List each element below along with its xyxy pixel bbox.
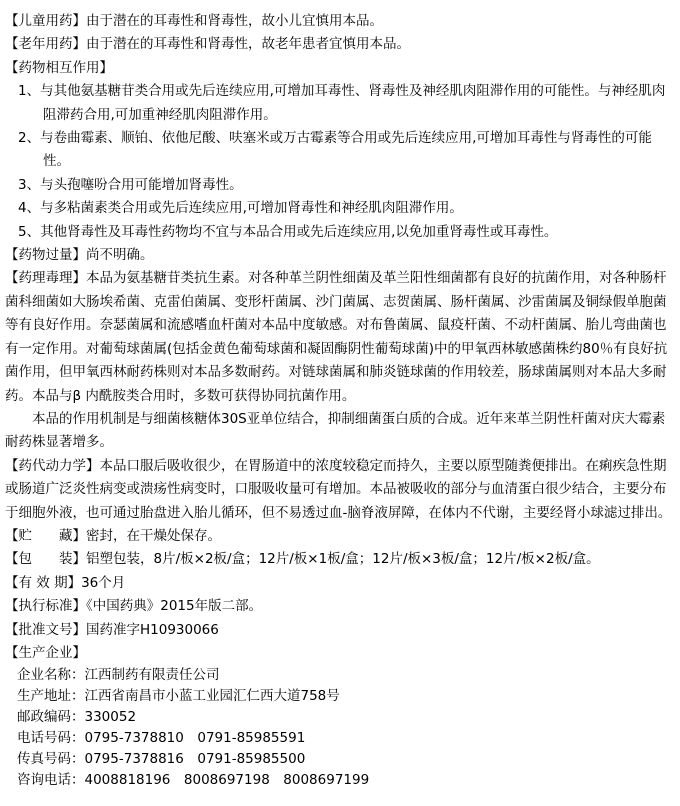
- section-overdose: 【药物过量】尚不明确。: [5, 247, 154, 264]
- section-pharmacokinetics: 【药代动力学】本品口服后吸收很少，在胃肠道中的浓度较稳定而持久，主要以原型随粪便排出。在痢疾急性期或肠道广泛炎性病变或溃疡性病变时，口服吸收量可有增加。本品被吸收的部分与血清蛋白很少结合，主要分布于细胞外液，也可通过胎盘进入胎儿循环，但不易透过血-脑脊液屏障，在体内不代谢，主要经肾小球滤过排出。: [5, 457, 672, 521]
- manufacturer-fax: 传真号码：0795-7378816 0791-85985500: [17, 751, 306, 768]
- section-standard: 【执行标准】《中国药典》2015年版二部。: [5, 598, 263, 615]
- manufacturer-phone: 电话号码：0795-7378810 0791-85985591: [17, 730, 306, 747]
- section-approval-number: 【批准文号】国药准字H10930066: [5, 621, 219, 638]
- manufacturer-hotline: 咨询电话：4008818196 8008697198 8008697199: [17, 772, 370, 789]
- manufacturer-company-name: 企业名称：江西制药有限责任公司: [17, 667, 220, 684]
- manufacturer-address: 生产地址：江西省南昌市小蓝工业园汇仁西大道758号: [17, 688, 340, 705]
- interaction-item-1: 1、与其他氨基糖苷类合用或先后连续应用,可增加耳毒性、肾毒性及神经肌肉阻滞作用的可能性。与神经肌肉阻滞药合用,可加重神经肌肉阻滞作用。: [18, 83, 666, 123]
- interaction-item-4: 4、与多粘菌素类合用或先后连续应用,可增加肾毒性和神经肌肉阻滞作用。: [18, 200, 463, 217]
- section-storage: 【贮 藏】密封，在干燥处保存。: [5, 527, 221, 544]
- section-shelf-life: 【有 效 期】36个月: [5, 574, 126, 591]
- section-geriatric-use: 【老年用药】由于潜在的耳毒性和肾毒性，故老年患者宜慎用本品。: [5, 36, 410, 53]
- interaction-item-3: 3、与头孢噻吩合用可能增加肾毒性。: [18, 176, 243, 193]
- interaction-item-2: 2、与卷曲霉素、顺铂、依他尼酸、呋塞米或万古霉素等合用或先后连续应用,可增加耳毒性与肾毒性的可能性。: [18, 130, 652, 170]
- pharmacology-mechanism-paragraph: 本品的作用机制是与细菌核糖体30S亚单位结合，抑制细菌蛋白质的合成。近年来革兰阴性杆菌对庆大霉素耐药株显著增多。: [5, 410, 666, 451]
- section-pharmacology-toxicology: 【药理毒理】本品为氨基糖苷类抗生素。对各种革兰阴性细菌及革兰阳性细菌都有良好的抗菌作用，对各种肠杆菌科细菌如大肠埃希菌、克雷伯菌属、变形杆菌属、沙门菌属、志贺菌属、肠杆菌属、沙雷菌属及铜绿假单胞菌等有良好作用。奈瑟菌属和流感嗜血杆菌对本品中度敏感。对布鲁菌属、鼠疫杆菌、不动杆菌属、胎儿弯曲菌也有一定作用。对葡萄球菌属(包括金黄色葡萄球菌和凝固酶阴性葡萄球菌)中的甲氧西林敏感菌株约80％有良好抗菌作用，但甲氧西林耐药株则对本品多数耐药。对链球菌属和肺炎链球菌的作用较差，肠球菌属则对本品大多耐药。本品与β 内酰胺类合用时，多数可获得协同抗菌作用。: [5, 270, 668, 404]
- section-pediatric-use: 【儿童用药】由于潜在的耳毒性和肾毒性，故小儿宜慎用本品。: [5, 13, 383, 29]
- section-drug-interactions-heading: 【药物相互作用】: [5, 59, 113, 76]
- interaction-item-5: 5、其他肾毒性及耳毒性药物均不宜与本品合用或先后连续应用,以免加重肾毒性或耳毒性。: [18, 223, 558, 240]
- section-packaging: 【包 装】铝塑包装，8片/板×2板/盒；12片/板×1板/盒；12片/板×3板/盒；12片/板×2板/盒。: [5, 551, 600, 568]
- section-manufacturer-heading: 【生产企业】: [5, 644, 86, 661]
- manufacturer-postal-code: 邮政编码：330052: [17, 709, 137, 726]
